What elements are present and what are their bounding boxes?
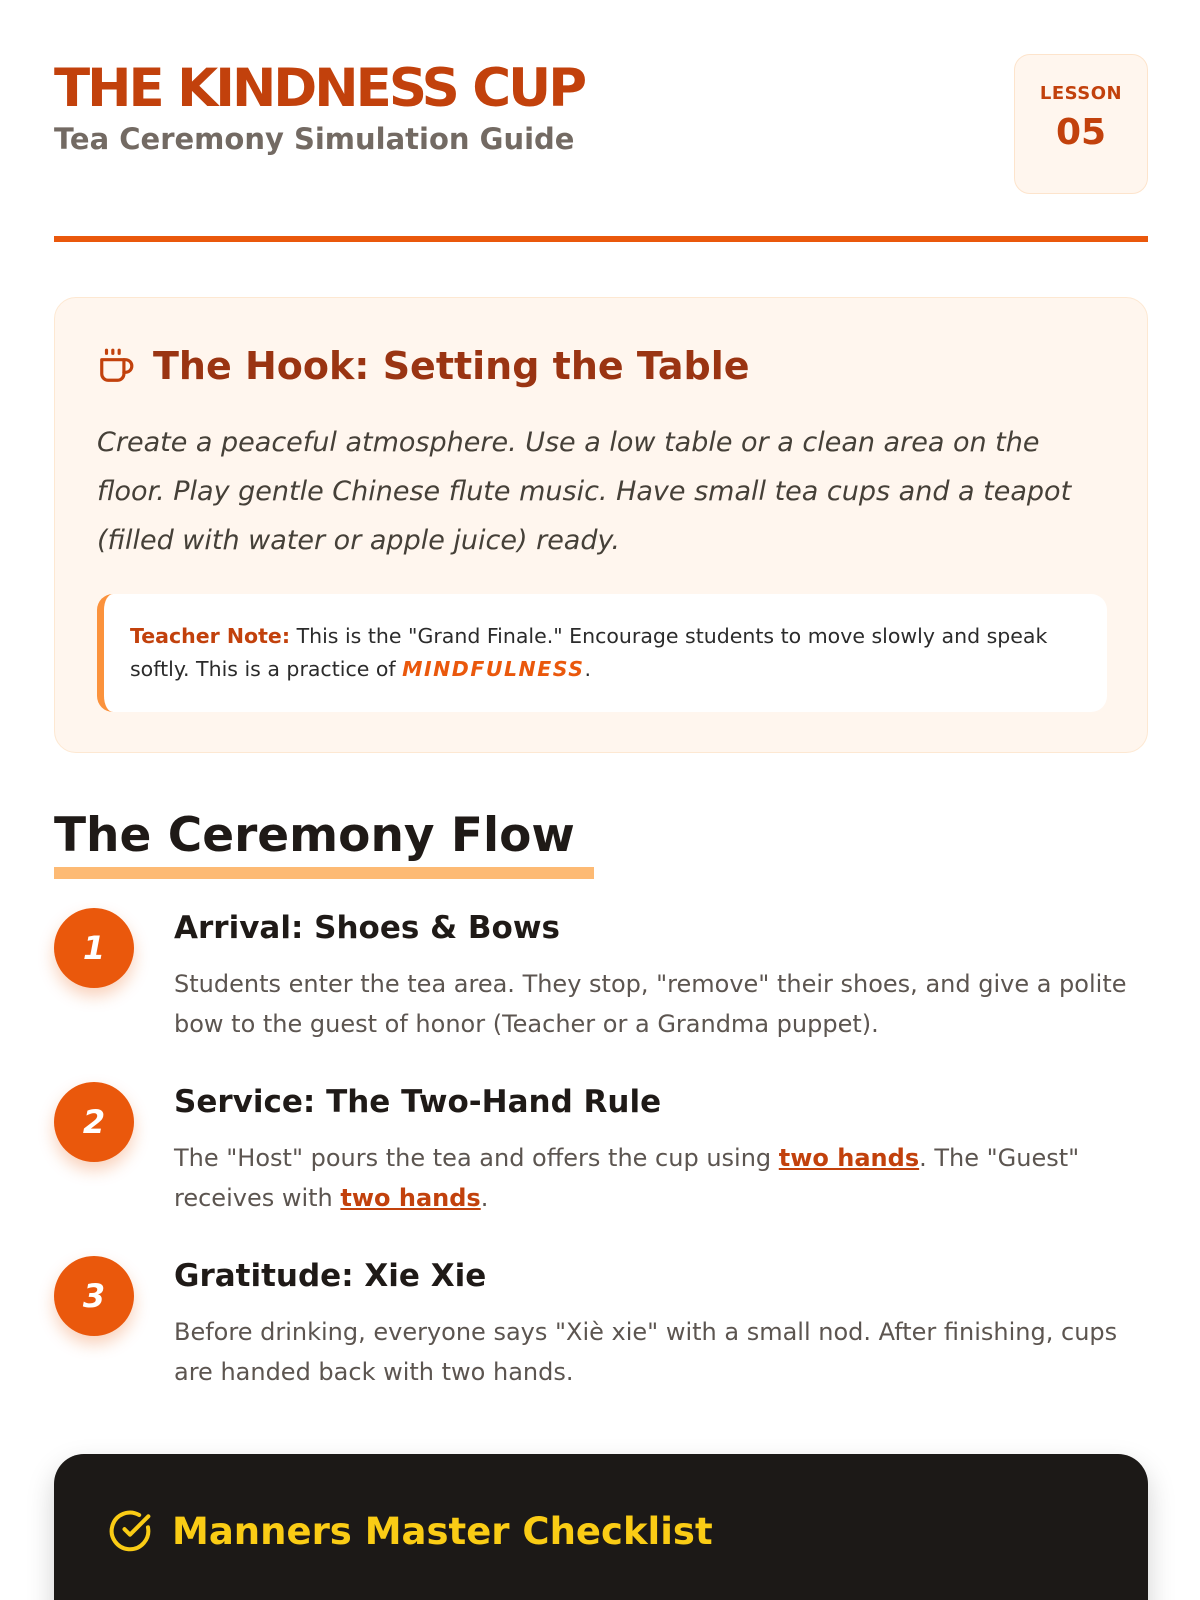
page-title: THE KINDNESS CUP bbox=[54, 58, 585, 119]
checklist-title: Manners Master Checklist bbox=[172, 1509, 713, 1553]
step-text: The "Host" pours the tea and offers the cup using bbox=[174, 1144, 779, 1172]
checklist-header bbox=[108, 1506, 713, 1556]
section-underline bbox=[54, 867, 594, 879]
hook-title: The Hook: Setting the Table bbox=[153, 344, 750, 388]
step-title: Gratitude: Xie Xie bbox=[174, 1258, 487, 1294]
teacher-note-label: Teacher Note: bbox=[130, 624, 291, 648]
step-description bbox=[174, 1138, 1148, 1218]
hook-text: Create a peaceful atmosphere. Use a low table or a clean area on the floor. Play gentle Chinese flute music. Have small tea cups and a teapot (filled with water or apple juice) ready. bbox=[97, 427, 1072, 556]
step-title: Arrival: Shoes & Bows bbox=[174, 910, 560, 946]
step-number: 1 bbox=[54, 908, 134, 988]
teacher-note-end: . bbox=[584, 657, 592, 681]
step-item bbox=[54, 1256, 1148, 1396]
header bbox=[54, 58, 1148, 198]
hook-card bbox=[54, 297, 1148, 753]
step-number: 2 bbox=[54, 1082, 134, 1162]
teacher-note bbox=[97, 594, 1107, 712]
lesson-label: LESSON bbox=[1039, 83, 1123, 104]
teacher-note-text: This is the "Grand Finale." Encourage students to move slowly and speak softly. This is a practice of bbox=[130, 624, 1048, 681]
checklist-panel bbox=[54, 1454, 1148, 1600]
lesson-badge bbox=[1014, 54, 1148, 194]
header-divider bbox=[54, 236, 1148, 242]
lesson-page bbox=[54, 0, 1148, 1600]
two-hands-highlight: two hands bbox=[778, 1144, 920, 1172]
lesson-number: 05 bbox=[1055, 112, 1107, 153]
step-item bbox=[54, 908, 1148, 1048]
coffee-cup-icon bbox=[97, 347, 135, 385]
step-text: . The "Guest" receives with bbox=[174, 1144, 1080, 1212]
check-circle-icon bbox=[108, 1509, 152, 1553]
step-title: Service: The Two-Hand Rule bbox=[174, 1084, 662, 1120]
step-text: . bbox=[480, 1184, 489, 1212]
section-title: The Ceremony Flow bbox=[54, 808, 575, 863]
step-number: 3 bbox=[54, 1256, 134, 1336]
step-item bbox=[54, 1082, 1148, 1222]
hook-header bbox=[97, 344, 750, 388]
step-description: Students enter the tea area. They stop, "remove" their shoes, and give a polite bow to the guest of honor (Teacher or a Grandma puppet). bbox=[174, 970, 1127, 1038]
step-description: Before drinking, everyone says "Xiè xie" with a small nod. After finishing, cups are handed back with two hands. bbox=[174, 1318, 1118, 1386]
two-hands-highlight: two hands bbox=[340, 1184, 481, 1212]
mindfulness-highlight: MINDFULNESS bbox=[402, 657, 585, 681]
page-subtitle: Tea Ceremony Simulation Guide bbox=[54, 122, 575, 156]
